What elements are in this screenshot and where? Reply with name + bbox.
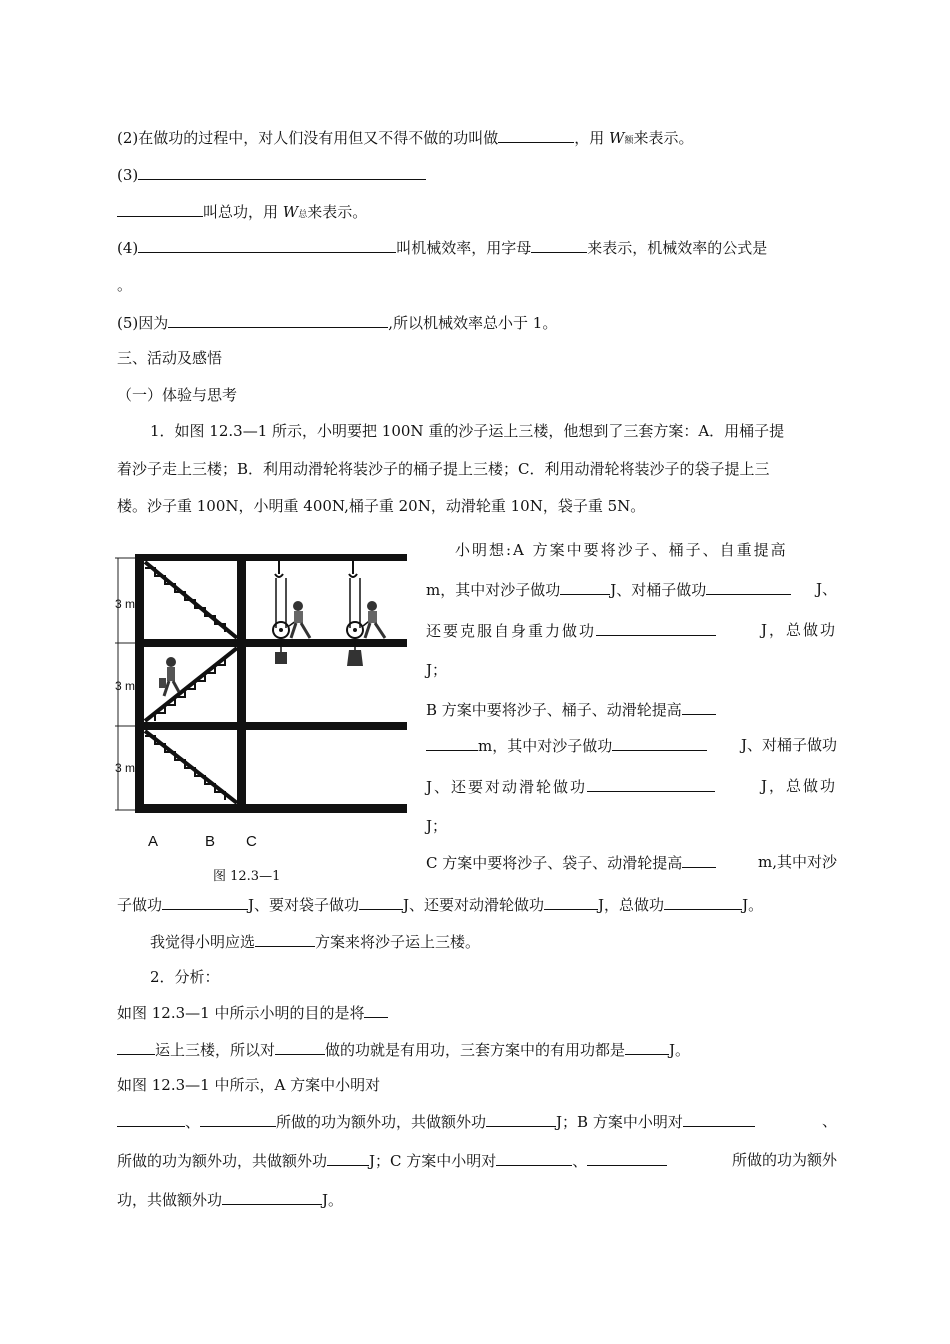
analysis-l4c: J；B 方案中小明对 bbox=[556, 1113, 683, 1131]
q3-post: 来表示。 bbox=[307, 203, 368, 221]
height-label-1: 3 m bbox=[115, 597, 136, 611]
height-label-2: 3 m bbox=[115, 679, 136, 693]
xm-line-9 bbox=[426, 852, 837, 873]
c-height-blank[interactable] bbox=[682, 852, 716, 868]
c-extra-1-blank[interactable] bbox=[496, 1150, 572, 1166]
xm-l10b: J、要对袋子做功 bbox=[248, 896, 360, 914]
figure-caption: 图 12.3—1 bbox=[213, 869, 281, 884]
xm-line-4: J； bbox=[426, 661, 448, 679]
subsection-heading: （一）体验与思考 bbox=[117, 386, 238, 404]
q4-end: 。 bbox=[117, 276, 133, 294]
w-subscript: 总 bbox=[298, 210, 308, 220]
analysis-line-1 bbox=[117, 1002, 388, 1023]
analysis-l6a: 功，共做额外功 bbox=[117, 1191, 223, 1209]
w-symbol: W bbox=[609, 129, 625, 147]
analysis-line-5 bbox=[117, 1150, 837, 1171]
b-pulley-work-blank[interactable] bbox=[587, 776, 715, 792]
choose-pre: 我觉得小明应选 bbox=[150, 933, 256, 951]
question-5 bbox=[117, 312, 557, 333]
xm-line-6 bbox=[426, 735, 837, 756]
xm-line-5 bbox=[426, 699, 716, 720]
b-height-blank-2[interactable] bbox=[426, 735, 478, 751]
w-subscript: 额 bbox=[624, 136, 634, 146]
xm-line-7 bbox=[426, 776, 837, 797]
xm-l7b: J，总做功 bbox=[760, 777, 837, 795]
xm-l10d: J，总做功 bbox=[598, 896, 665, 914]
q4-post: 来表示，机械效率的公式是 bbox=[587, 239, 768, 257]
b-height-blank[interactable] bbox=[682, 699, 716, 715]
xm-l10c: J、还要对动滑轮做功 bbox=[403, 896, 545, 914]
question-4-end bbox=[117, 275, 132, 295]
analysis-l5b: J；C 方案中小明对 bbox=[369, 1152, 497, 1170]
c-extra-2-blank[interactable] bbox=[587, 1150, 667, 1166]
analysis-line-3: 如图 12.3—1 中所示，A 方案中小明对 bbox=[117, 1076, 381, 1094]
b-extra-1-blank[interactable] bbox=[683, 1111, 755, 1127]
xm-line-10 bbox=[117, 894, 763, 915]
analysis-l2a: 运上三楼，所以对 bbox=[155, 1041, 276, 1059]
q2-blank[interactable] bbox=[498, 127, 574, 143]
q4-letter-blank[interactable] bbox=[531, 237, 587, 253]
q5-blank[interactable] bbox=[168, 312, 388, 328]
analysis-l5d: 所做的功为额外 bbox=[731, 1151, 837, 1169]
xm-line-1: 小明想:A 方案中要将沙子、桶子、自重提高 bbox=[455, 541, 788, 559]
label-a: A bbox=[148, 833, 159, 850]
xm-l3b: J，总做功 bbox=[760, 621, 837, 639]
q3-number: (3) bbox=[117, 166, 139, 184]
section-heading: 三、活动及感悟 bbox=[117, 349, 223, 367]
question-2 bbox=[117, 127, 694, 151]
analysis-line-4 bbox=[117, 1111, 837, 1132]
choose-blank[interactable] bbox=[255, 931, 315, 947]
q2-mid: ，用 bbox=[574, 129, 610, 147]
xm-l3a: 还要克服自身重力做功 bbox=[426, 622, 597, 640]
building-diagram bbox=[115, 548, 410, 818]
xm-l9a: C 方案中要将沙子、袋子、动滑轮提高 bbox=[426, 854, 683, 872]
a-extra-work-blank[interactable] bbox=[486, 1111, 556, 1127]
useful-work-blank[interactable] bbox=[625, 1039, 669, 1055]
q4-blank[interactable] bbox=[138, 237, 396, 253]
xm-line-2 bbox=[426, 579, 837, 600]
xm-l2a: m，其中对沙子做功 bbox=[426, 581, 561, 599]
xm-l10a: 子做功 bbox=[117, 896, 163, 914]
analysis-line-2 bbox=[117, 1039, 690, 1060]
q5-post: ,所以机械效率总小于 1。 bbox=[388, 314, 558, 332]
b-sand-work-blank[interactable] bbox=[612, 735, 707, 751]
analysis-l5a: 所做的功为额外功，共做额外功 bbox=[117, 1152, 328, 1170]
choose-post: 方案来将沙子运上三楼。 bbox=[315, 933, 481, 951]
a-extra-2-blank[interactable] bbox=[200, 1111, 276, 1127]
problem-1-line-3: 楼。沙子重 100N，小明重 400N,桶子重 20N，动滑轮重 10N，袋子重 5N。 bbox=[117, 497, 646, 515]
analysis-title: 2．分析： bbox=[150, 968, 220, 986]
a-sand-work-blank[interactable] bbox=[560, 579, 610, 595]
xm-l6a: m，其中对沙子做功 bbox=[478, 737, 613, 755]
xm-l9b: m,其中对沙 bbox=[758, 853, 837, 871]
analysis-l4a: 、 bbox=[185, 1113, 201, 1131]
a-bucket-work-blank[interactable] bbox=[706, 579, 791, 595]
analysis-l2c: J。 bbox=[669, 1041, 691, 1059]
a-extra-1-blank[interactable] bbox=[117, 1111, 185, 1127]
c-sand-work-blank[interactable] bbox=[162, 894, 248, 910]
analysis-l5c: 、 bbox=[572, 1152, 588, 1170]
question-4 bbox=[117, 237, 767, 258]
analysis-l2b: 做的功就是有用功，三套方案中的有用功都是 bbox=[325, 1041, 626, 1059]
height-label-3: 3 m bbox=[115, 761, 136, 775]
c-pulley-work-blank[interactable] bbox=[544, 894, 598, 910]
staircase-figure bbox=[115, 548, 410, 822]
choose-line bbox=[150, 931, 480, 952]
analysis-l6b: J。 bbox=[322, 1191, 344, 1209]
q2-post: 来表示。 bbox=[633, 129, 694, 147]
xm-l2c: J、 bbox=[815, 580, 837, 598]
w-symbol: W bbox=[282, 203, 299, 221]
purpose-blank-2[interactable] bbox=[117, 1039, 155, 1055]
q4-mid: 叫机械效率，用字母 bbox=[396, 239, 532, 257]
analysis-l1: 如图 12.3—1 中所示小明的目的是将 bbox=[117, 1004, 365, 1022]
problem-1-line-1: 1．如图 12.3—1 所示，小明要把 100N 重的沙子运上三楼，他想到了三套方案：A．用桶子提 bbox=[150, 422, 785, 440]
useful-object-blank[interactable] bbox=[275, 1039, 325, 1055]
q3-blank-2[interactable] bbox=[117, 201, 203, 217]
analysis-l4d: 、 bbox=[821, 1112, 837, 1130]
c-bag-work-blank[interactable] bbox=[359, 894, 403, 910]
xm-line-8: J； bbox=[426, 817, 448, 835]
q3-blank[interactable] bbox=[138, 164, 426, 180]
q5-text: (5)因为 bbox=[117, 314, 169, 332]
c-extra-work-blank[interactable] bbox=[222, 1189, 322, 1205]
analysis-line-6 bbox=[117, 1189, 343, 1210]
q4-number: (4) bbox=[117, 239, 139, 257]
q3-text: 叫总功，用 bbox=[203, 203, 283, 221]
label-b: B bbox=[205, 833, 216, 850]
label-c: C bbox=[246, 833, 257, 850]
q2-text: (2)在做功的过程中，对人们没有用但又不得不做的功叫做 bbox=[117, 129, 499, 147]
xm-l5: B 方案中要将沙子、桶子、动滑轮提高 bbox=[426, 701, 682, 719]
xm-l10e: J。 bbox=[742, 896, 764, 914]
xm-l2b: J、对桶子做功 bbox=[610, 581, 707, 599]
purpose-blank[interactable] bbox=[364, 1002, 388, 1018]
xm-l7a: J、还要对动滑轮做功 bbox=[426, 778, 588, 796]
xm-line-3 bbox=[426, 620, 837, 641]
question-3-cont bbox=[117, 201, 367, 225]
question-3 bbox=[117, 164, 426, 185]
analysis-l4b: 所做的功为额外功，共做额外功 bbox=[276, 1113, 487, 1131]
problem-1-line-2: 着沙子走上三楼；B．利用动滑轮将装沙子的桶子提上三楼；C．利用动滑轮将装沙子的袋子提上三 bbox=[117, 460, 770, 478]
a-self-work-blank[interactable] bbox=[596, 620, 716, 636]
c-total-work-blank[interactable] bbox=[664, 894, 742, 910]
b-extra-work-blank[interactable] bbox=[327, 1150, 369, 1166]
xm-l6b: J、对桶子做功 bbox=[740, 736, 837, 754]
